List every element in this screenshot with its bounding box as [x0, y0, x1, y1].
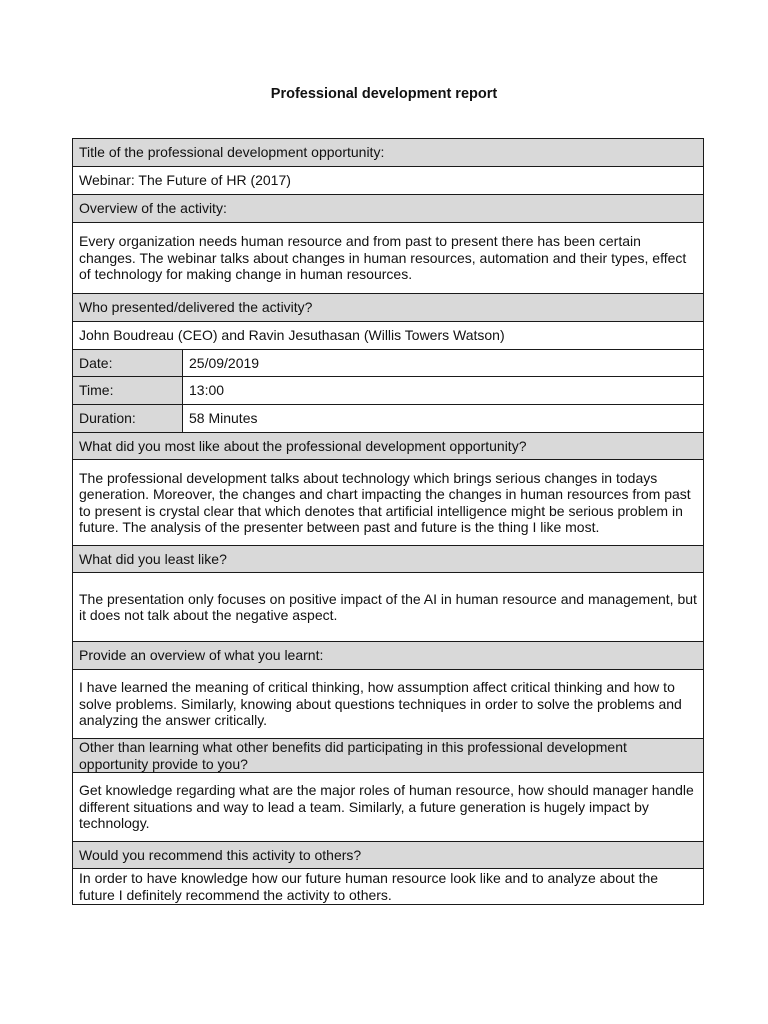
date-value: 25/09/2019	[183, 350, 704, 377]
duration-label: Duration:	[73, 405, 183, 433]
benefits-value: Get knowledge regarding what are the major roles of human resource, how should manager handle different situations and way to lead a team. Similarly, a future generation is hugely impact by technology.	[73, 773, 704, 842]
presenter-label: Who presented/delivered the activity?	[73, 294, 704, 322]
most-like-label: What did you most like about the professional development opportunity?	[73, 433, 704, 460]
recommend-value: In order to have knowledge how our future human resource look like and to analyze about the future I definitely recommend the activity to others.	[73, 869, 704, 905]
recommend-label: Would you recommend this activity to others?	[73, 842, 704, 869]
title-value: Webinar: The Future of HR (2017)	[73, 167, 704, 195]
least-like-value: The presentation only focuses on positive impact of the AI in human resource and management, but it does not talk about the negative aspect.	[73, 573, 704, 642]
learnt-label: Provide an overview of what you learnt:	[73, 642, 704, 670]
date-label: Date:	[73, 350, 183, 377]
time-label: Time:	[73, 377, 183, 405]
least-like-label: What did you least like?	[73, 546, 704, 573]
overview-label: Overview of the activity:	[73, 195, 704, 223]
duration-value: 58 Minutes	[183, 405, 704, 433]
time-value: 13:00	[183, 377, 704, 405]
benefits-label: Other than learning what other benefits did participating in this professional development opportunity provide to you?	[73, 739, 704, 773]
title-label: Title of the professional development opportunity:	[73, 139, 704, 167]
presenter-value: John Boudreau (CEO) and Ravin Jesuthasan (Willis Towers Watson)	[73, 322, 704, 350]
page-title: Professional development report	[270, 86, 498, 102]
overview-value: Every organization needs human resource and from past to present there has been certain changes. The webinar talks about changes in human resources, automation and their types, effect of technology for making change in human resources.	[73, 223, 704, 294]
most-like-value: The professional development talks about technology which brings serious changes in todays generation. Moreover, the changes and chart impacting the changes in human resources from past to present is crystal clear that which denotes that artificial intelligence might be serious problem in future. The analysis of the presenter between past and future is the thing I like most.	[73, 460, 704, 546]
learnt-value: I have learned the meaning of critical thinking, how assumption affect critical thinking and how to solve problems. Similarly, knowing about questions techniques in order to solve the problems and analyzing the answer critically.	[73, 670, 704, 739]
report-table	[72, 138, 704, 905]
